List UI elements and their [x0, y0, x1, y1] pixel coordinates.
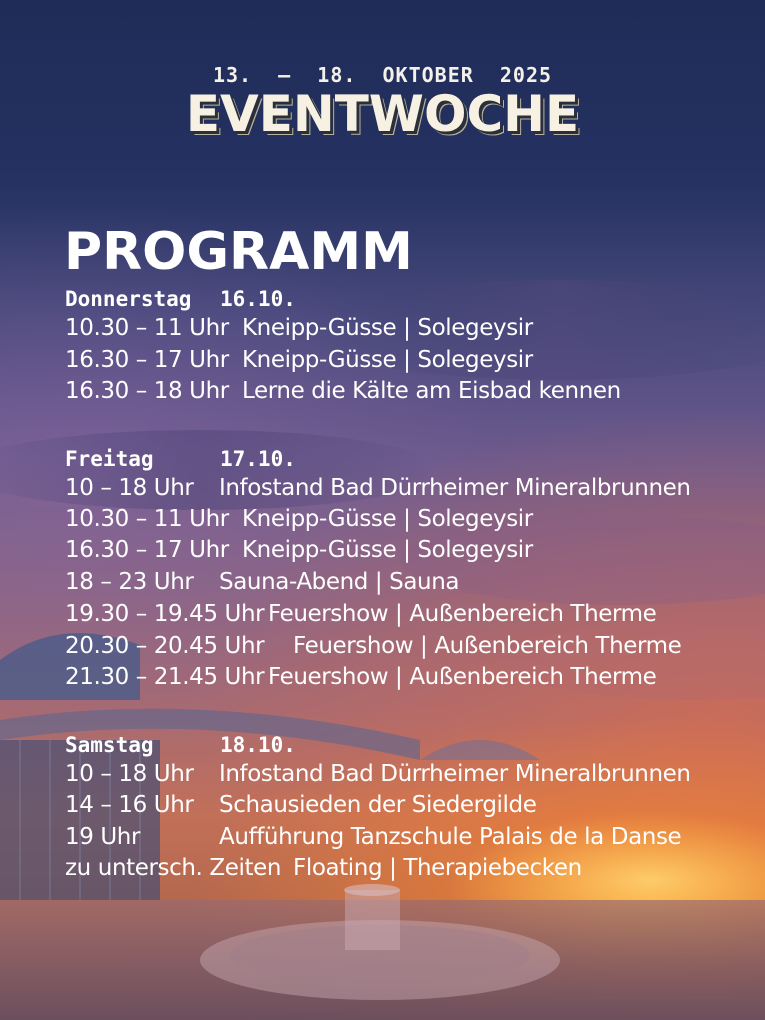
entry-time: 16.30 – 17 Uhr — [65, 537, 229, 563]
entry-description: Aufführung Tanzschule Palais de la Danse — [219, 824, 682, 850]
day-heading-freitag — [65, 447, 296, 471]
entry-time: 10 – 18 Uhr — [65, 761, 194, 787]
entry-description: Schausieden der Siedergilde — [219, 792, 537, 818]
entry-time: 20.30 – 20.45 Uhr — [65, 633, 265, 659]
entry-time: 14 – 16 Uhr — [65, 792, 194, 818]
entry-description: Kneipp-Güsse | Solegeysir — [242, 347, 533, 373]
entry-time: 18 – 23 Uhr — [65, 569, 194, 595]
day-name: Donnerstag — [65, 287, 192, 311]
entry-time: zu untersch. Zeiten — [65, 855, 282, 881]
entry-time: 16.30 – 17 Uhr — [65, 347, 229, 373]
day-heading-donnerstag — [65, 287, 296, 311]
entry-description: Infostand Bad Dürrheimer Mineralbrunnen — [219, 475, 691, 501]
entry-description: Sauna-Abend | Sauna — [219, 569, 460, 595]
day-name: Samstag — [65, 733, 154, 757]
entry-description: Feuershow | Außenbereich Therme — [293, 633, 682, 659]
event-dates: 13. – 18. OKTOBER 2025 — [212, 63, 553, 87]
entry-description: Kneipp-Güsse | Solegeysir — [242, 315, 533, 341]
entry-time: 10.30 – 11 Uhr — [65, 315, 229, 341]
entry-description: Feuershow | Außenbereich Therme — [268, 664, 657, 690]
day-date: 18.10. — [220, 733, 296, 757]
fountain-top — [344, 884, 400, 896]
event-title: EVENTWOCHE — [185, 85, 580, 143]
entry-description: Infostand Bad Dürrheimer Mineralbrunnen — [219, 761, 691, 787]
fountain — [345, 890, 400, 950]
entry-description: Feuershow | Außenbereich Therme — [268, 601, 657, 627]
entry-time: 19.30 – 19.45 Uhr — [65, 601, 265, 627]
entry-time: 16.30 – 18 Uhr — [65, 378, 229, 404]
day-heading-samstag — [65, 733, 296, 757]
entry-time: 19 Uhr — [65, 824, 141, 850]
day-date: 16.10. — [220, 287, 296, 311]
entry-description: Lerne die Kälte am Eisbad kennen — [242, 378, 621, 404]
entry-description: Kneipp-Güsse | Solegeysir — [242, 506, 533, 532]
entry-time: 10 – 18 Uhr — [65, 475, 194, 501]
entry-time: 21.30 – 21.45 Uhr — [65, 664, 265, 690]
entry-description: Kneipp-Güsse | Solegeysir — [242, 537, 533, 563]
program-title: PROGRAMM — [64, 222, 413, 282]
small-dome — [420, 740, 540, 760]
day-date: 17.10. — [220, 447, 296, 471]
entry-description: Floating | Therapiebecken — [293, 855, 582, 881]
day-name: Freitag — [65, 447, 154, 471]
entry-time: 10.30 – 11 Uhr — [65, 506, 229, 532]
